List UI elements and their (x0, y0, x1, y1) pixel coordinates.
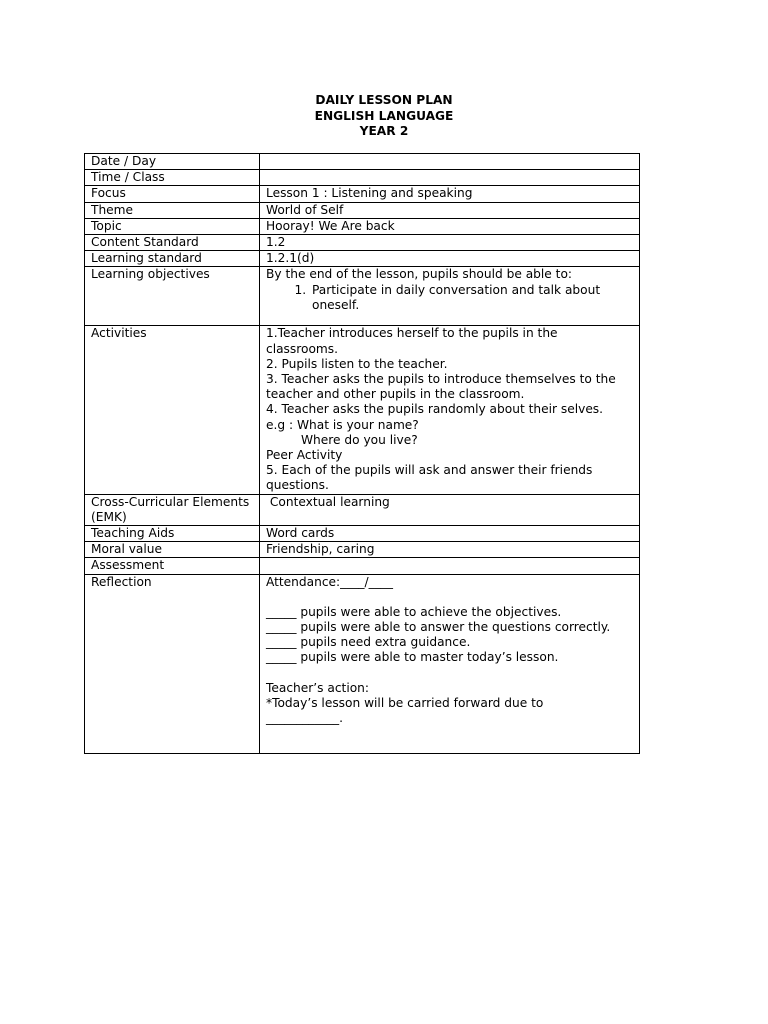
time-class-value (260, 170, 640, 186)
content-standard-label: Content Standard (85, 235, 260, 251)
learning-objectives-label: Learning objectives (85, 267, 260, 326)
objective-item: 1. Participate in daily conversation and talk about oneself. (310, 283, 633, 313)
attendance-line: Attendance:____/____ (266, 574, 393, 589)
document-header (0, 93, 768, 140)
cross-curricular-label: Cross-Curricular Elements (EMK) (85, 494, 260, 525)
topic-value: Hooray! We Are back (260, 218, 640, 234)
table-row (85, 267, 640, 326)
assessment-value (260, 558, 640, 574)
activity-line: Where do you live? (301, 432, 418, 447)
activity-line: 2. Pupils listen to the teacher. (266, 356, 448, 371)
activity-line: e.g : What is your name? (266, 417, 419, 432)
document-title: DAILY LESSON PLAN (315, 93, 453, 107)
table-row (85, 218, 640, 234)
reflection-value (260, 574, 640, 753)
topic-label: Topic (85, 218, 260, 234)
table-row (85, 574, 640, 753)
table-row (85, 558, 640, 574)
table-row (85, 235, 640, 251)
table-row (85, 526, 640, 542)
date-day-label: Date / Day (85, 154, 260, 170)
content-standard-value: 1.2 (260, 235, 640, 251)
reflection-line: _____ pupils were able to answer the questions correctly. (266, 620, 611, 635)
learning-standard-label: Learning standard (85, 251, 260, 267)
teacher-action-title: Teacher’s action: (266, 680, 369, 695)
teacher-action-blank: ____________. (266, 711, 343, 726)
reflection-line: _____ pupils were able to achieve the objectives. (266, 604, 562, 619)
spacer (266, 590, 633, 605)
activity-line: 3. Teacher asks the pupils to introduce themselves to the teacher and other pupils in the classroom. (266, 372, 616, 402)
focus-label: Focus (85, 186, 260, 202)
table-row (85, 542, 640, 558)
moral-value-label: Moral value (85, 542, 260, 558)
table-row (85, 494, 640, 525)
learning-objectives-value (260, 267, 640, 326)
activity-line: 4. Teacher asks the pupils randomly about their selves. (266, 402, 604, 417)
table-row (85, 326, 640, 494)
time-class-label: Time / Class (85, 170, 260, 186)
activities-value (260, 326, 640, 494)
activity-line: Peer Activity (266, 448, 343, 463)
table-row (85, 170, 640, 186)
reflection-line: _____ pupils need extra guidance. (266, 635, 471, 650)
table-row (85, 251, 640, 267)
assessment-label: Assessment (85, 558, 260, 574)
table-row (85, 202, 640, 218)
table-row (85, 154, 640, 170)
spacer (266, 666, 633, 681)
activities-label: Activities (85, 326, 260, 494)
learning-standard-value: 1.2.1(d) (260, 251, 640, 267)
theme-value: World of Self (260, 202, 640, 218)
moral-value-value: Friendship, caring (260, 542, 640, 558)
table-row (85, 186, 640, 202)
objectives-list (266, 283, 633, 313)
objectives-intro: By the end of the lesson, pupils should be able to: (266, 267, 573, 282)
focus-value: Lesson 1 : Listening and speaking (260, 186, 640, 202)
theme-label: Theme (85, 202, 260, 218)
reflection-line: _____ pupils were able to master today’s lesson. (266, 650, 559, 665)
date-day-value (260, 154, 640, 170)
year-title: YEAR 2 (359, 124, 409, 138)
reflection-label: Reflection (85, 574, 260, 753)
teacher-action-line: *Today’s lesson will be carried forward due to (266, 695, 544, 710)
teaching-aids-value: Word cards (260, 526, 640, 542)
activity-line: 1.Teacher introduces herself to the pupils in the classrooms. (266, 326, 558, 356)
subject-title: ENGLISH LANGUAGE (314, 108, 454, 123)
teaching-aids-label: Teaching Aids (85, 526, 260, 542)
lesson-plan-table (84, 153, 640, 754)
cross-curricular-value: Contextual learning (260, 494, 640, 525)
activity-line: 5. Each of the pupils will ask and answer their friends questions. (266, 463, 593, 493)
